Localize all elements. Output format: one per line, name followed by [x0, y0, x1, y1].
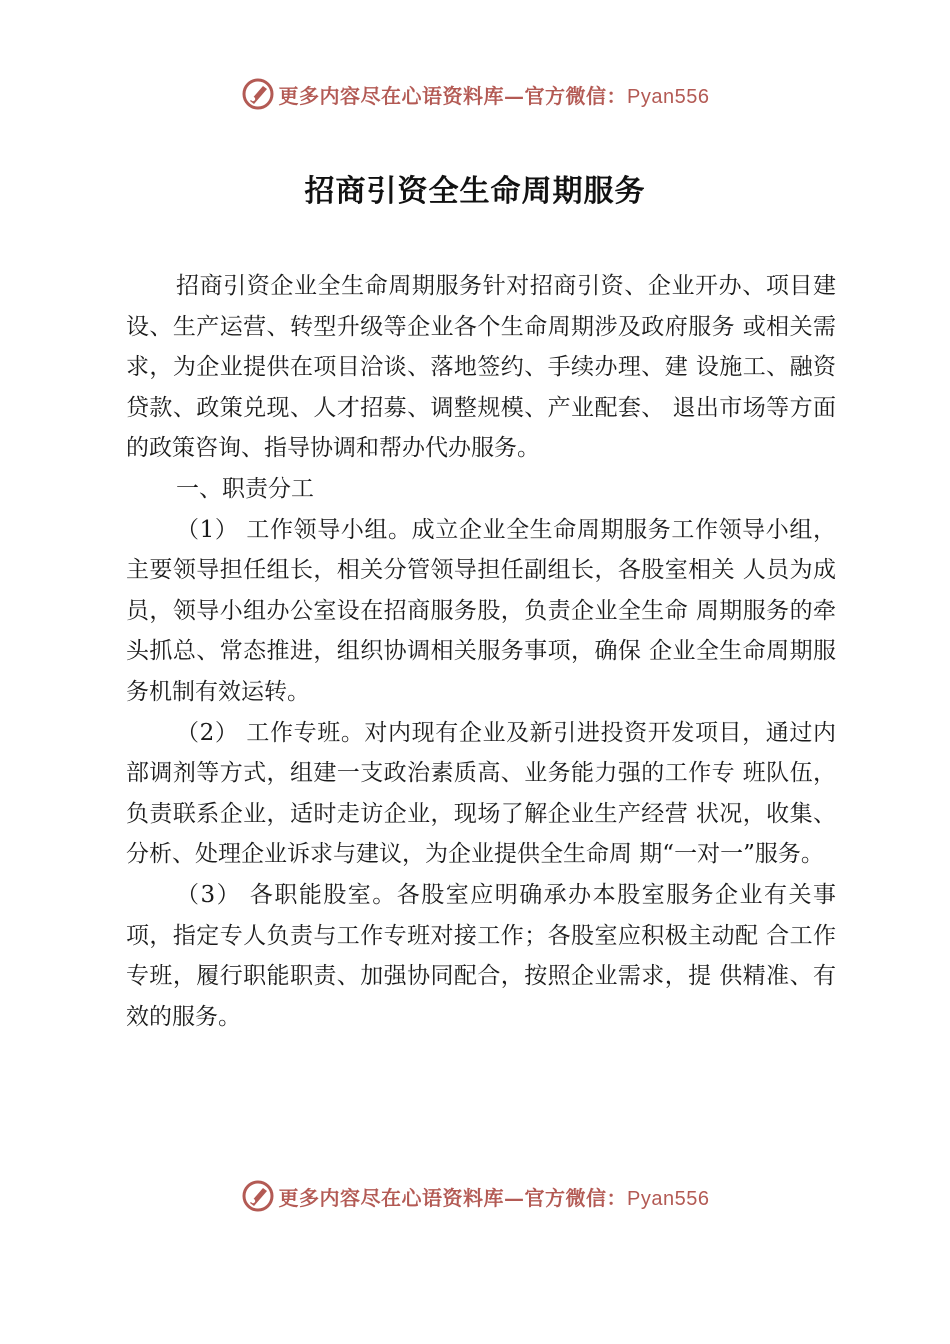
footer-banner — [0, 1174, 950, 1218]
item-1-paragraph: （1） 工作领导小组。成立企业全生命周期服务工作领导小组，主要领导担任组长，相关分管领导担任副组长，各股室相关 人员为成员，领导小组办公室设在招商服务股，负责企业全生命 周期服务的牵头抓总、常态推进，组织协调相关服务事项，确保 企业全生命周期服务机制有效运转。 — [126, 516, 836, 705]
document-title: 招商引资全生命周期服务 — [304, 174, 646, 209]
banner-wechat-id: Pyan556 — [627, 1187, 710, 1210]
item-2-paragraph: （2） 工作专班。对内现有企业及新引进投资开发项目，通过内部调剂等方式，组建一支政治素质高、业务能力强的工作专 班队伍，负责联系企业，适时走访企业，现场了解企业生产经营 状况，收集、分析、处理企业诉求与建议，为企业提供全生命周 期“一对一”服务。 — [126, 719, 836, 868]
ink-pen-icon — [241, 1179, 275, 1213]
ink-pen-icon — [241, 77, 275, 111]
item-3-paragraph: （3） 各职能股室。各股室应明确承办本股室服务企业有关事项，指定专人负责与工作专班对接工作；各股室应积极主动配 合工作专班，履行职能职责、加强协同配合，按照企业需求，提 供精准、有效的服务。 — [126, 881, 836, 1030]
document-body — [126, 266, 836, 1037]
banner-text: 更多内容尽在心语资料库—官方微信：Pyan556 — [278, 83, 710, 108]
banner-text: 更多内容尽在心语资料库—官方微信：Pyan556 — [278, 1185, 710, 1210]
intro-paragraph: 招商引资企业全生命周期服务针对招商引资、企业开办、项目建设、生产运营、转型升级等企业各个生命周期涉及政府服务 或相关需求，为企业提供在项目洽谈、落地签约、手续办理、建 设施工、融资贷款、政策兑现、人才招募、调整规模、产业配套、 退出市场等方面的政策咨询、指导协调和帮办代办服务。 — [126, 273, 836, 462]
header-banner — [0, 72, 950, 116]
banner-wechat-id: Pyan556 — [627, 85, 710, 108]
section-heading: 一、职责分工 — [176, 475, 314, 502]
